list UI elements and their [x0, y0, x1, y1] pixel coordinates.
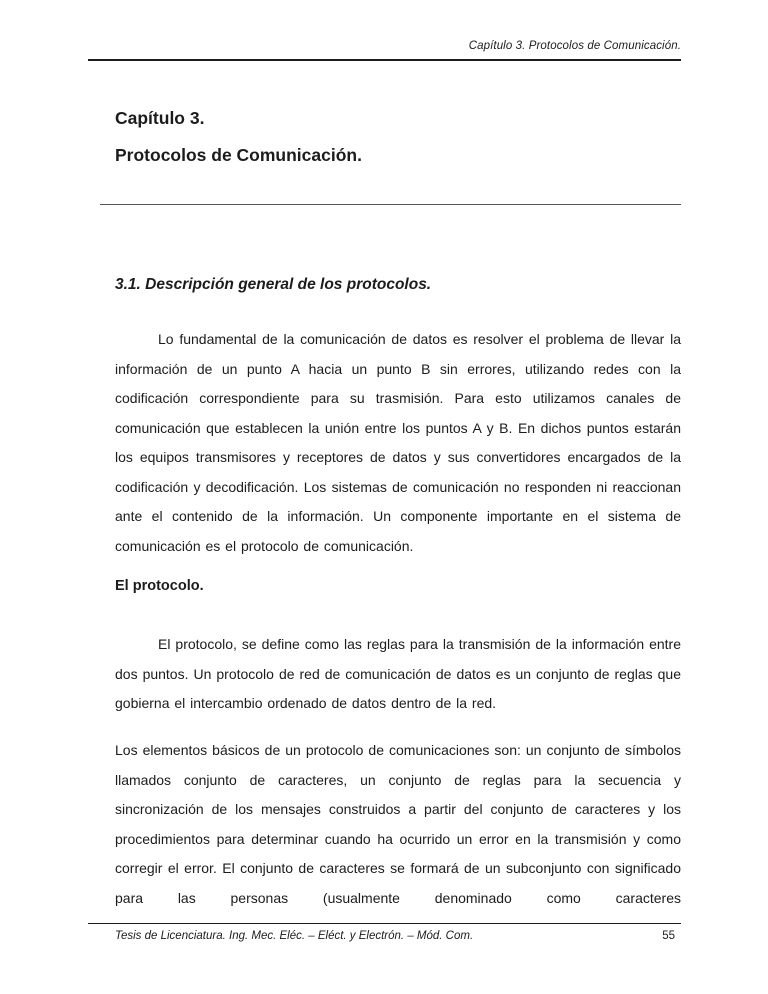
- chapter-title: [115, 100, 681, 174]
- intro-paragraph: Lo fundamental de la comunicación de datos es resolver el problema de llevar la información de un punto A hacia un punto B sin errores, utilizando redes con la codificación correspondiente para su trasmisión. Para esto utilizamos canales de comunicación que establecen la unión entre los puntos A y B. En dichos puntos estarán los equipos transmisores y receptores de datos y sus convertidores encargados de la codificación y decodificación. Los sistemas de comunicación no responden ni reaccionan ante el contenido de la información. Un componente importante en el sistema de comunicación es el protocolo de comunicación.: [115, 331, 681, 554]
- running-header: [88, 40, 681, 61]
- page-footer: [88, 923, 681, 942]
- protocol-subheading: El protocolo.: [115, 578, 204, 594]
- running-header-text: Capítulo 3. Protocolos de Comunicación.: [468, 40, 681, 52]
- chapter-title-line1: Capítulo 3.: [115, 108, 205, 128]
- protocol-elements-paragraph: Los elementos básicos de un protocolo de comunicaciones son: un conjunto de símbolos llamados conjunto de caracteres, un conjunto de reglas para la secuencia y sincronización de los mensajes construidos a partir del conjunto de caracteres y los procedimientos para determinar cuando ha ocurrido un error en la transmisión y como corregir el error. El conjunto de caracteres se formará de un subconjunto con significado para las personas (usualmente denominado como caracteres: [115, 742, 681, 906]
- footer-page-number: 55: [662, 930, 675, 942]
- title-divider-rule: [100, 204, 681, 205]
- section-heading: 3.1. Descripción general de los protocolos.: [115, 276, 432, 293]
- footer-row: [88, 930, 681, 942]
- footer-thesis-info: Tesis de Licenciatura. Ing. Mec. Eléc. – Eléct. y Electrón. – Mód. Com.: [115, 930, 474, 942]
- chapter-title-line2: Protocolos de Comunicación.: [115, 145, 362, 165]
- protocol-definition-paragraph: El protocolo, se define como las reglas para la transmisión de la información entre dos puntos. Un protocolo de red de comunicación de datos es un conjunto de reglas que gobierna el intercambio ordenado de datos dentro de la red.: [115, 636, 681, 711]
